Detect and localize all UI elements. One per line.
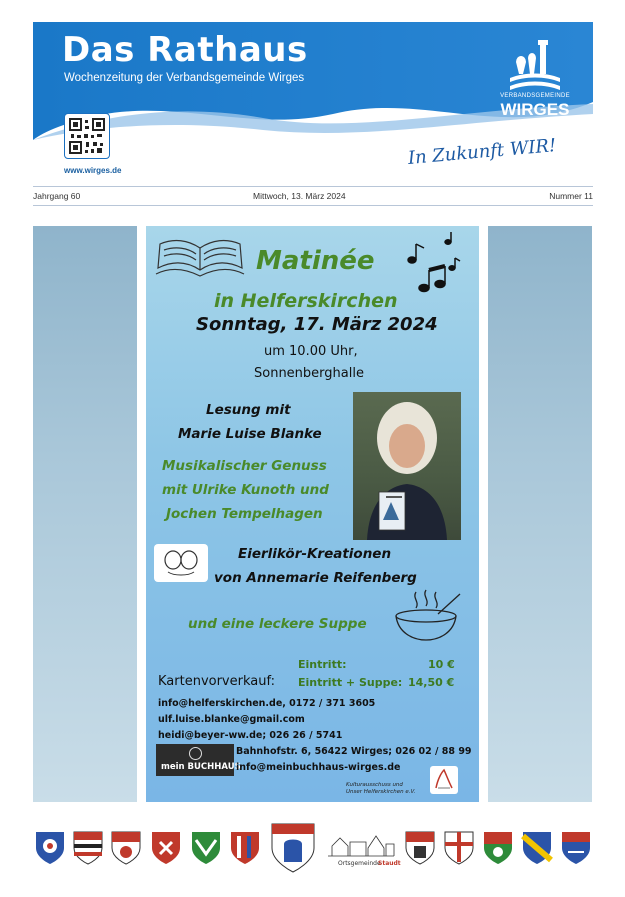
crest-icon [229,830,261,866]
reading-line1: Lesung mit [206,402,291,418]
soup-bowl-icon [394,588,466,644]
contact-3: heidi@beyer-ww.de; 026 26 / 5741 [158,730,343,741]
shop-email: info@meinbuchhaus-wirges.de [236,762,401,773]
poster-time: um 10.00 Uhr, [264,344,358,359]
issue-number: Nummer 11 [549,191,593,201]
crest-icon [72,830,104,866]
liqueur-line2: von Annemarie Reifenberg [214,570,417,586]
music-line2: mit Ulrike Kunoth und [162,482,329,498]
crest-icon [443,830,475,866]
town-drawing-icon [326,828,396,858]
event-poster [146,226,479,802]
music-line1: Musikalischer Genuss [162,458,327,474]
website-link[interactable]: www.wirges.de [64,166,122,175]
poster-venue: Sonnenberghalle [254,366,364,381]
presale-label: Kartenvorverkauf: [158,674,275,689]
eierlikoer-logo [154,544,208,582]
qr-code-icon[interactable] [64,113,110,159]
entry-soup-label: Eintritt + Suppe: [298,676,403,689]
crest-icon [110,830,142,866]
poster-headline: Matinée [256,246,375,276]
poster-date: Sonntag, 17. März 2024 [196,314,438,335]
poster-location: in Helferskirchen [214,290,398,312]
organizer-line1: Kulturausschuss und [346,782,403,788]
crest-icon [560,830,592,866]
crest-icon [34,830,66,866]
newspaper-subtitle: Wochenzeitung der Verbandsgemeinde Wirges [64,72,305,84]
logo-name: WIRGES [500,100,570,119]
left-side-panel [33,226,137,802]
entry-label: Eintritt: [298,658,347,671]
logo-caption: VERBANDSGEMEINDE [500,93,570,99]
soup-line: und eine leckere Suppe [188,616,367,632]
reading-line2: Marie Luise Blanke [178,426,322,442]
slogan: In Zukunft WIR! [407,135,557,169]
buchhaus-emblem-icon [189,747,202,760]
liqueur-line1: Eierlikör-Kreationen [238,546,392,562]
crest-icon [482,830,514,866]
issue-info-bar [33,186,593,206]
helferskirchen-logo [430,766,458,794]
music-line3: Jochen Tempelhagen [166,506,323,522]
volume-label: Jahrgang 60 [33,191,81,201]
shop-address: Bahnhofstr. 6, 56422 Wirges; 026 02 / 88 99 [236,746,472,757]
open-book-icon [154,230,246,282]
crest-icon [270,822,316,874]
organizer-line2: Unser Helferskirchen e.V. [346,789,416,795]
masthead [0,0,625,182]
right-side-panel [488,226,592,802]
crest-icon [404,830,436,866]
buchhaus-logo [156,744,241,776]
newspaper-title: Das Rathaus [62,30,308,70]
crest-icon [521,830,553,866]
contact-2: ulf.luise.blanke@gmail.com [158,714,305,725]
town-label: Ortsgemeinde [338,860,381,867]
crest-icon [150,830,182,866]
crest-icon [190,830,222,866]
buchhaus-name: mein BUCHHAUS [161,762,241,772]
contact-1: info@helferskirchen.de, 0172 / 371 3605 [158,698,376,709]
town-name: Staudt [378,860,401,867]
entry-price: 10 € [428,658,455,671]
entry-soup-price: 14,50 € [408,676,455,689]
issue-date: Mittwoch, 13. März 2024 [253,191,346,201]
music-notes-icon [402,230,468,296]
author-photo [353,392,461,540]
